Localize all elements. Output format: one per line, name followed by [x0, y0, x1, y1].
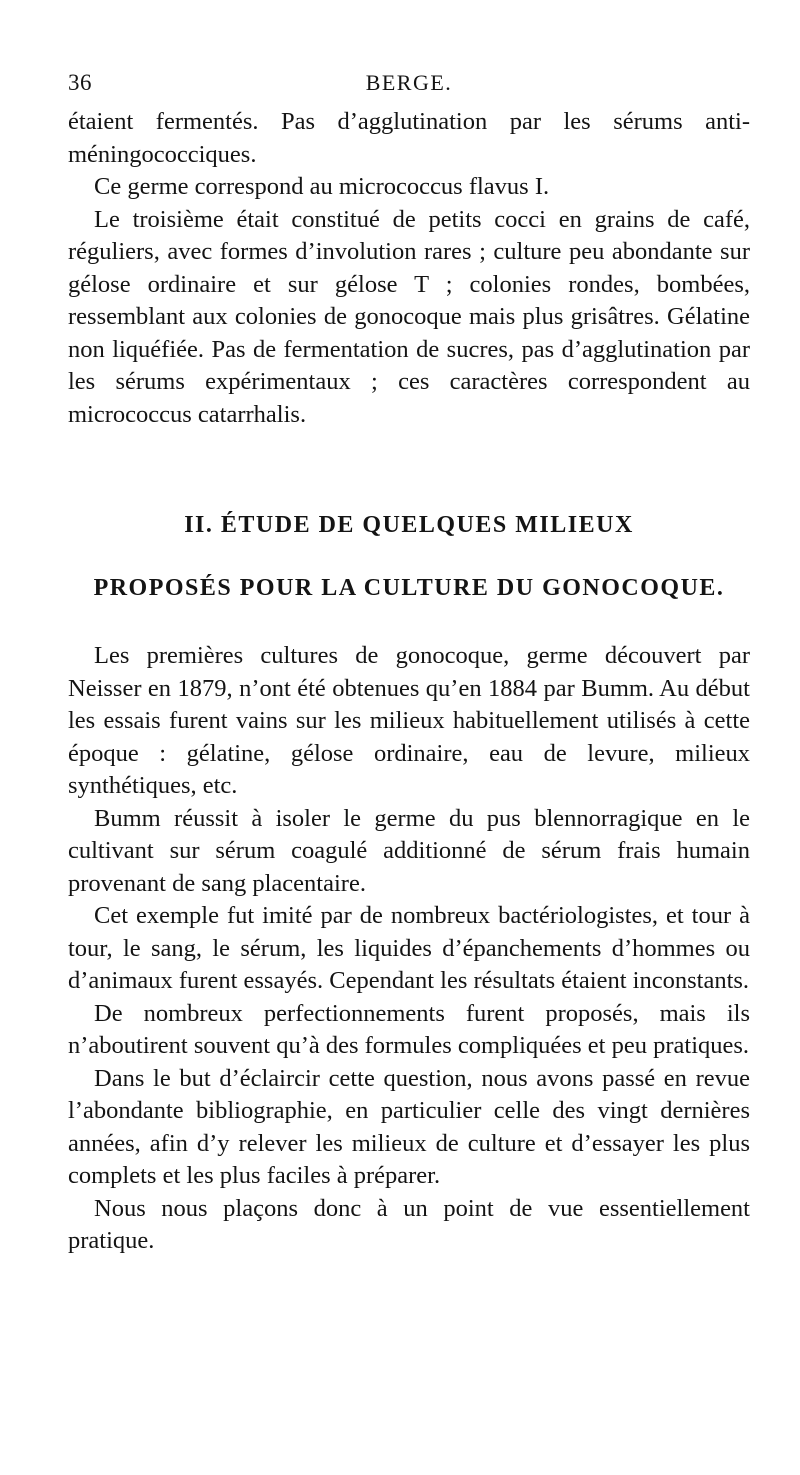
- page-number: 36: [68, 70, 92, 95]
- paragraph: Ce germe correspond au micrococcus flavus I.: [94, 173, 550, 200]
- book-page: [68, 66, 750, 1258]
- section-title-line-1: II. ÉTUDE DE QUELQUES MILIEUX: [184, 512, 634, 538]
- paragraph: Le troisième était constitué de petits cocci en grains de café, réguliers, avec formes d’involution rares ; culture peu abondante sur gélose ordinaire et sur gélose T ; colonies rondes, bombées, ressemblant aux colonies de gonocoque mais plus grisâtres. Gélatine non liquéfiée. Pas de fermentation de sucres, pas d’agglutination par les sérums expérimentaux ; ces caractères correspondent au micrococcus catarrhalis.: [68, 205, 750, 428]
- section-title-line-2: PROPOSÉS POUR LA CULTURE DU GONOCOQUE.: [93, 574, 725, 601]
- paragraph: De nombreux perfectionnements furent proposés, mais ils n’aboutirent souvent qu’à des formules compliquées et peu pratiques.: [68, 999, 750, 1059]
- paragraph: Les premières cultures de gonocoque, germe découvert par Neisser en 1879, n’ont été obtenues qu’en 1884 par Bumm. Au début les essais furent vains sur les milieux habituellement utilisés à cette époque : gélatine, gélose ordinaire, eau de levure, milieux synthétiques, etc.: [68, 642, 750, 799]
- paragraph: Dans le but d’éclaircir cette question, nous avons passé en revue l’abondante bibliographie, en particulier celle des vingt dernières années, afin d’y relever les milieux de culture et d’essayer les plus complets et les plus faciles à préparer.: [68, 1064, 750, 1189]
- running-title: BERGE.: [365, 70, 453, 95]
- paragraph: Bumm réussit à isoler le germe du pus blennorragique en le cultivant sur sérum coagulé additionné de sérum frais humain provenant de sang placentaire.: [68, 804, 750, 897]
- running-head: [68, 66, 750, 106]
- paragraph-continued: étaient fermentés. Pas d’agglutination par les sérums anti-méningococciques.: [68, 108, 750, 168]
- paragraph: Nous nous plaçons donc à un point de vue essentiellement pratique.: [68, 1194, 750, 1254]
- page-text: [68, 106, 750, 1258]
- paragraph: Cet exemple fut imité par de nombreux bactériologistes, et tour à tour, le sang, le sérum, les liquides d’épanchements d’hommes ou d’animaux furent essayés. Cependant les résultats étaient inconstants.: [68, 902, 750, 994]
